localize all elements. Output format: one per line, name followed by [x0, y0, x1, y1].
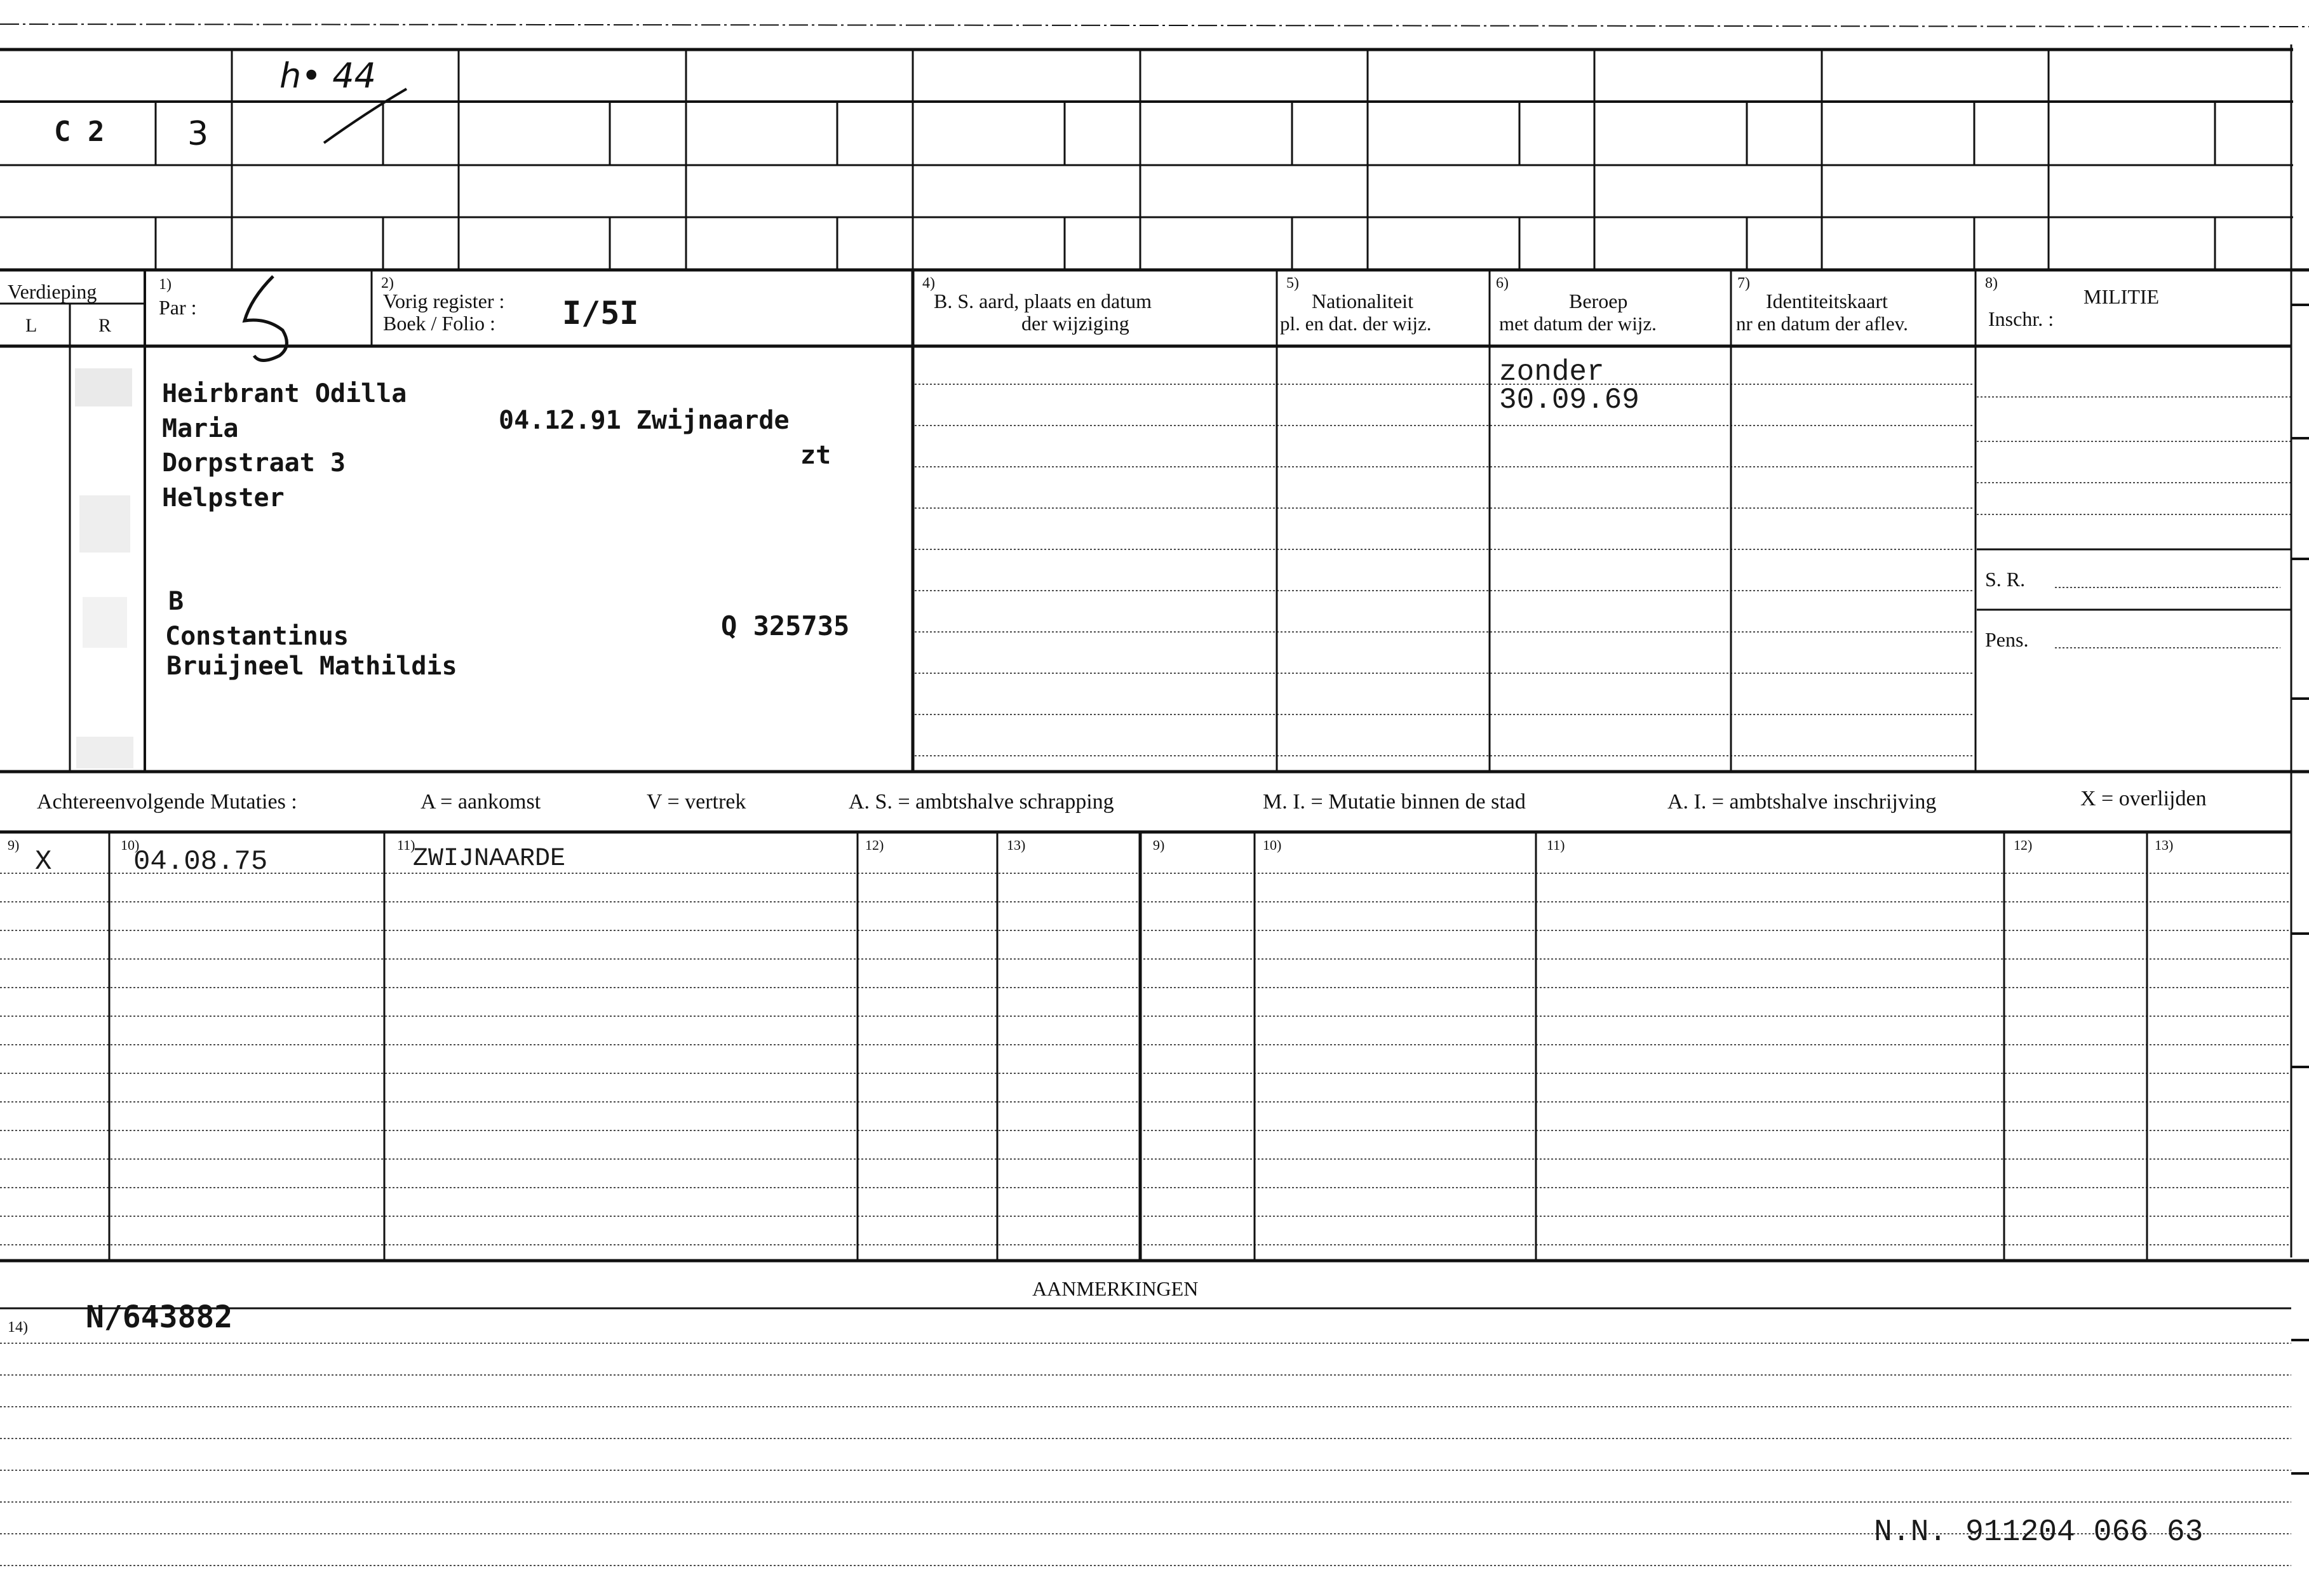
- person-block: [162, 379, 849, 681]
- verdieping-label: Verdieping: [8, 280, 97, 303]
- legend-ai: A. I. = ambtshalve inschrijving: [1667, 790, 1937, 814]
- person-name-2: Maria: [162, 414, 239, 443]
- beroep-date: 30.09.69: [1499, 384, 1639, 417]
- aanmerkingen-value: N/643882: [86, 1299, 233, 1335]
- militie-sr: S. R.: [1985, 568, 2026, 591]
- verdieping-l: L: [25, 315, 37, 336]
- col6-line2: met datum der wijz.: [1499, 312, 1657, 335]
- militie-pens: Pens.: [1985, 628, 2029, 651]
- par-label: Par :: [159, 296, 197, 319]
- militie-title: MILITIE: [2083, 285, 2160, 308]
- mut-left-10: 10): [121, 837, 140, 853]
- boek-folio: Boek / Folio :: [383, 312, 495, 335]
- legend-x: X = overlijden: [2080, 787, 2207, 810]
- mut-right-12: 12): [2014, 837, 2033, 853]
- person-b: B: [168, 587, 184, 616]
- mut-right-9: 9): [1153, 837, 1165, 853]
- mutaties-title: Achtereenvolgende Mutaties :: [37, 790, 297, 814]
- col4-line1: B. S. aard, plaats en datum: [934, 290, 1152, 312]
- mut-left-11: 11): [397, 837, 415, 853]
- person-birth: 04.12.91 Zwijnaarde: [499, 406, 790, 435]
- national-number: N.N. 911204 066 63: [1874, 1515, 2204, 1550]
- top-code: C 2: [54, 116, 105, 148]
- mutaties-column-numbers: [8, 837, 2173, 853]
- col5-num: 5): [1286, 275, 1299, 292]
- col1-num: 1): [159, 276, 172, 293]
- handwritten-note: h• 44: [279, 56, 376, 96]
- register-value: I/5I: [562, 295, 639, 332]
- col5-line2: pl. en dat. der wijz.: [1280, 312, 1432, 335]
- mut-left-13: 13): [1007, 837, 1026, 853]
- legend-mi: M. I. = Mutatie binnen de stad: [1263, 790, 1526, 814]
- mut-right-13: 13): [2155, 837, 2174, 853]
- mutatie-date: 04.08.75: [133, 846, 268, 878]
- person-municipality: Helpster: [162, 483, 285, 513]
- legend-a: A = aankomst: [421, 790, 541, 814]
- col7-num: 7): [1737, 275, 1750, 292]
- par-signature: [245, 276, 286, 361]
- mut-right-11: 11): [1547, 837, 1565, 853]
- col2-num: 2): [381, 275, 394, 292]
- person-suffix: zt: [800, 441, 831, 470]
- mutaties-legend: [37, 787, 2207, 814]
- beroep-value: zonder: [1499, 356, 1605, 389]
- person-name: Heirbrant Odilla: [162, 379, 407, 408]
- verdieping-r: R: [98, 315, 112, 336]
- col4-line2: der wijziging: [1021, 312, 1129, 335]
- person-address: Dorpstraat 3: [162, 448, 346, 478]
- vorig-register: Vorig register :: [383, 290, 505, 312]
- mut-left-9: 9): [8, 837, 20, 853]
- mutatie-place: ZWIJNAARDE: [413, 845, 566, 873]
- top-code-number: 3: [187, 115, 209, 153]
- person-partner: Constantinus: [165, 622, 349, 651]
- col6-num: 6): [1496, 275, 1509, 292]
- mut-right-10: 10): [1263, 837, 1282, 853]
- person-id-number: Q 325735: [721, 610, 850, 641]
- col8-num: 8): [1985, 275, 1998, 292]
- mutatie-type: X: [35, 846, 52, 878]
- handwritten-stroke: [324, 89, 407, 143]
- militie-inschr: Inschr. :: [1988, 307, 2054, 330]
- aanmerkingen-num: 14): [8, 1319, 28, 1336]
- person-mother: Bruijneel Mathildis: [166, 652, 457, 681]
- col7-line1: Identiteitskaart: [1766, 290, 1888, 312]
- col6-line1: Beroep: [1569, 290, 1628, 312]
- col5-line1: Nationaliteit: [1312, 290, 1413, 312]
- scan-noise: [75, 368, 133, 768]
- col7-line2: nr en datum der aflev.: [1736, 312, 1908, 335]
- legend-as: A. S. = ambtshalve schrapping: [849, 790, 1114, 814]
- aanmerkingen-title: AANMERKINGEN: [1032, 1277, 1199, 1300]
- mut-left-12: 12): [865, 837, 884, 853]
- legend-v: V = vertrek: [647, 790, 746, 814]
- col4-num: 4): [922, 275, 935, 292]
